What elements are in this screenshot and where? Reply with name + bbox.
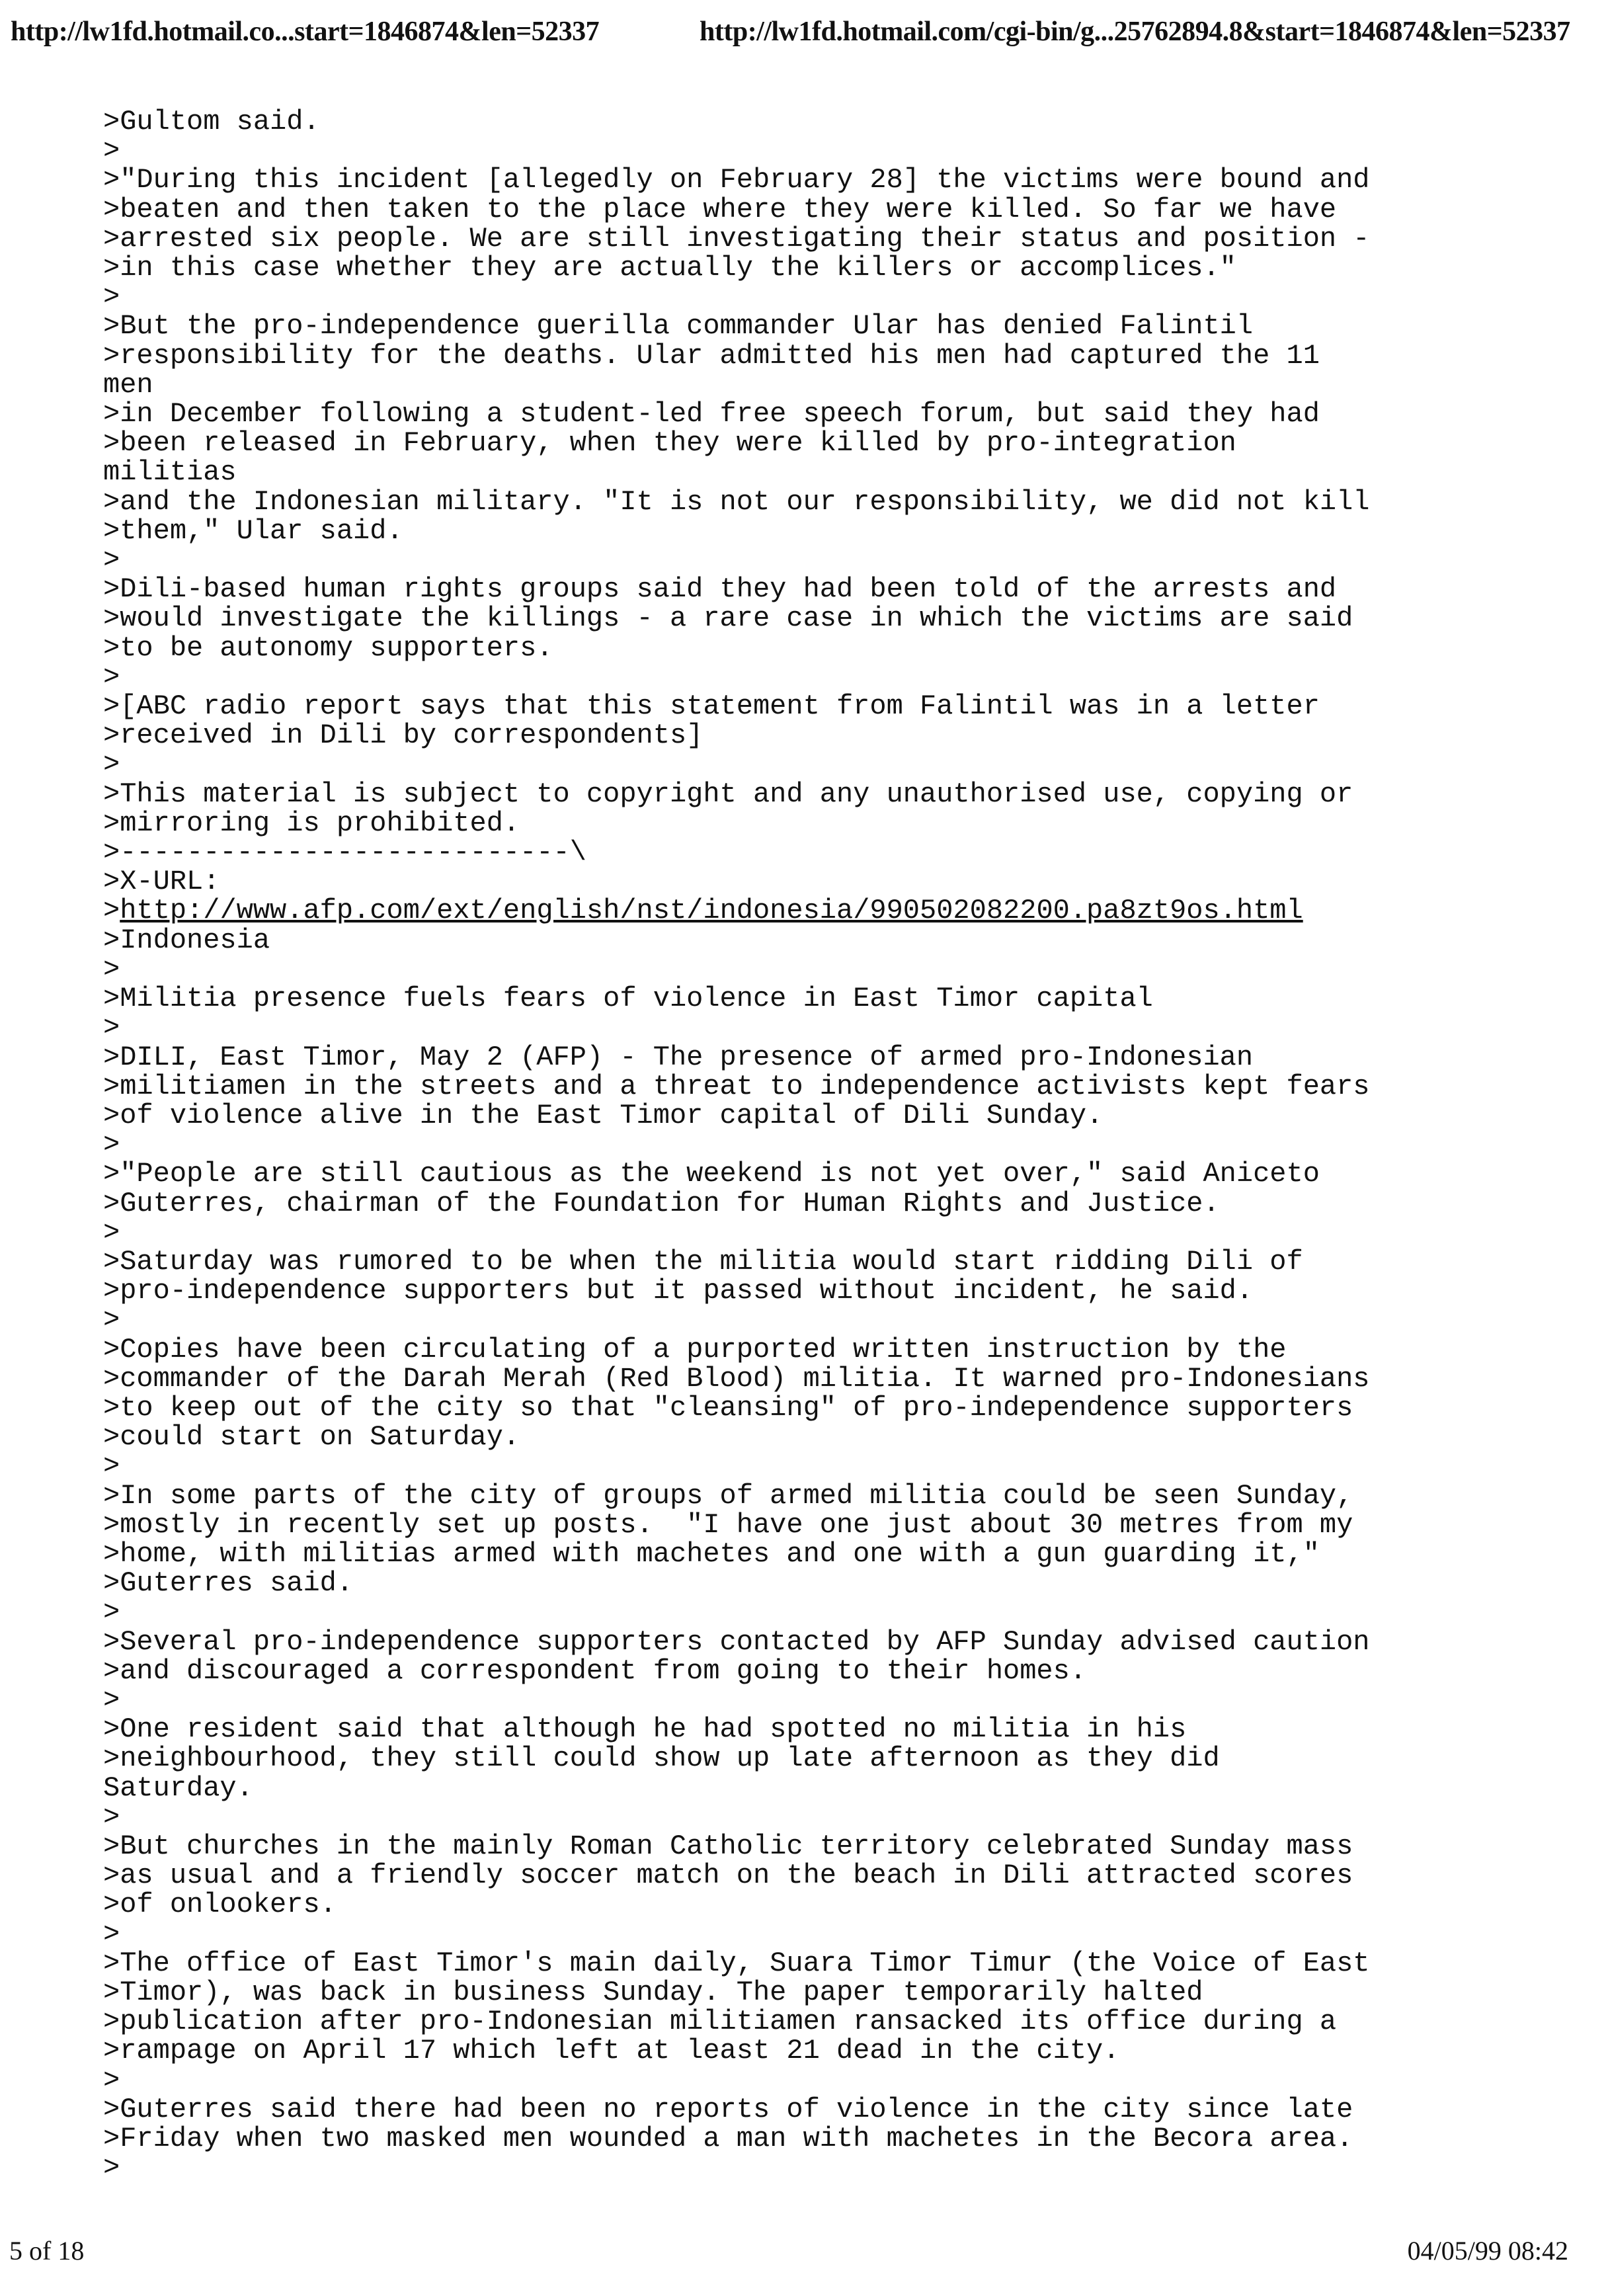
print-timestamp: 04/05/99 08:42 [1407, 2236, 1568, 2266]
afp-article-link[interactable]: http://www.afp.com/ext/english/nst/indonesia/990502082200.pa8zt9os.html [120, 895, 1303, 927]
body-text-block-1: >Gultom said. > >"During this incident [allegedly on February 28] the victims were bound and >beaten and then taken to the place where they were killed. So far we have >arrested six people. We are still investigating their status and position - >in this case whether they are actually the killers or accomplices." > >But the pro-independence guerilla commander Ular has denied Falintil >responsibility for the deaths. Ular admitted his men had captured the 11 men >in December following a student-led free speech forum, but said they had >been released in February, when they were killed by pro-integration militias >and the Indonesian military. "It is not our responsibility, we did not kill >them," Ular said. > >Dili-based human rights groups said they had been told of the arrests and >would investigate the killings - a rare case in which the victims are said >to be autonomy supporters. > >[ABC radio report says that this statement from Falintil was in a letter >received in Dili by correspondents] > >This material is subject to copyright and any unauthorised use, copying or >mirroring is prohibited. >---------------------------\ >X-URL: > [103, 106, 1370, 927]
header-url-left: http://lw1fd.hotmail.co...start=1846874&len=52337 [11, 17, 600, 47]
body-text-block-2: >Indonesia > >Militia presence fuels fears of violence in East Timor capital > >DILI, East Timor, May 2 (AFP) - The presence of armed pro-Indonesian >militiamen in the streets and a threat to independence activists kept fears >of violence alive in the East Timor capital of Dili Sunday. > >"People are still cautious as the weekend is not yet over," said Aniceto >Guterres, chairman of the Foundation for Human Rights and Justice. > >Saturday was rumored to be when the militia would start ridding Dili of >pro-independence supporters but it passed without incident, he said. > >Copies have been circulating of a purported written instruction by the >commander of the Darah Merah (Red Blood) militia. It warned pro-Indonesians >to keep out of the city so that "cleansing" of pro-independence supporters >could start on Saturday. > >In some parts of the city of groups of armed militia could be seen Sunday, >mostly in recently set up posts. "I have one just about 30 metres from my >home, with militias armed with machetes and one with a gun guarding it," >Guterres said. > >Several pro-independence supporters contacted by AFP Sunday advised caution >and discouraged a correspondent from going to their homes. > >One resident said that although he had spotted no militia in his >neighbourhood, they still could show up late afternoon as they did Saturday. > >But churches in the mainly Roman Catholic territory celebrated Sunday mass >as usual and a friendly soccer match on the beach in Dili attracted scores >of onlookers. > >The office of East Timor's main daily, Suara Timor Timur (the Voice of East >Timor), was back in business Sunday. The paper temporarily halted >publication after pro-Indonesian militiamen ransacked its office during a >rampage on April 17 which left at least 21 dead in the city. > >Guterres said there had been no reports of violence in the city since late >Friday when two masked men wounded a man with machetes in the Becora area. > [103, 924, 1370, 2184]
page-number: 5 of 18 [9, 2236, 85, 2266]
header-url-right: http://lw1fd.hotmail.com/cgi-bin/g...25762894.8&start=1846874&len=52337 [700, 17, 1570, 47]
email-body [103, 107, 1545, 2182]
